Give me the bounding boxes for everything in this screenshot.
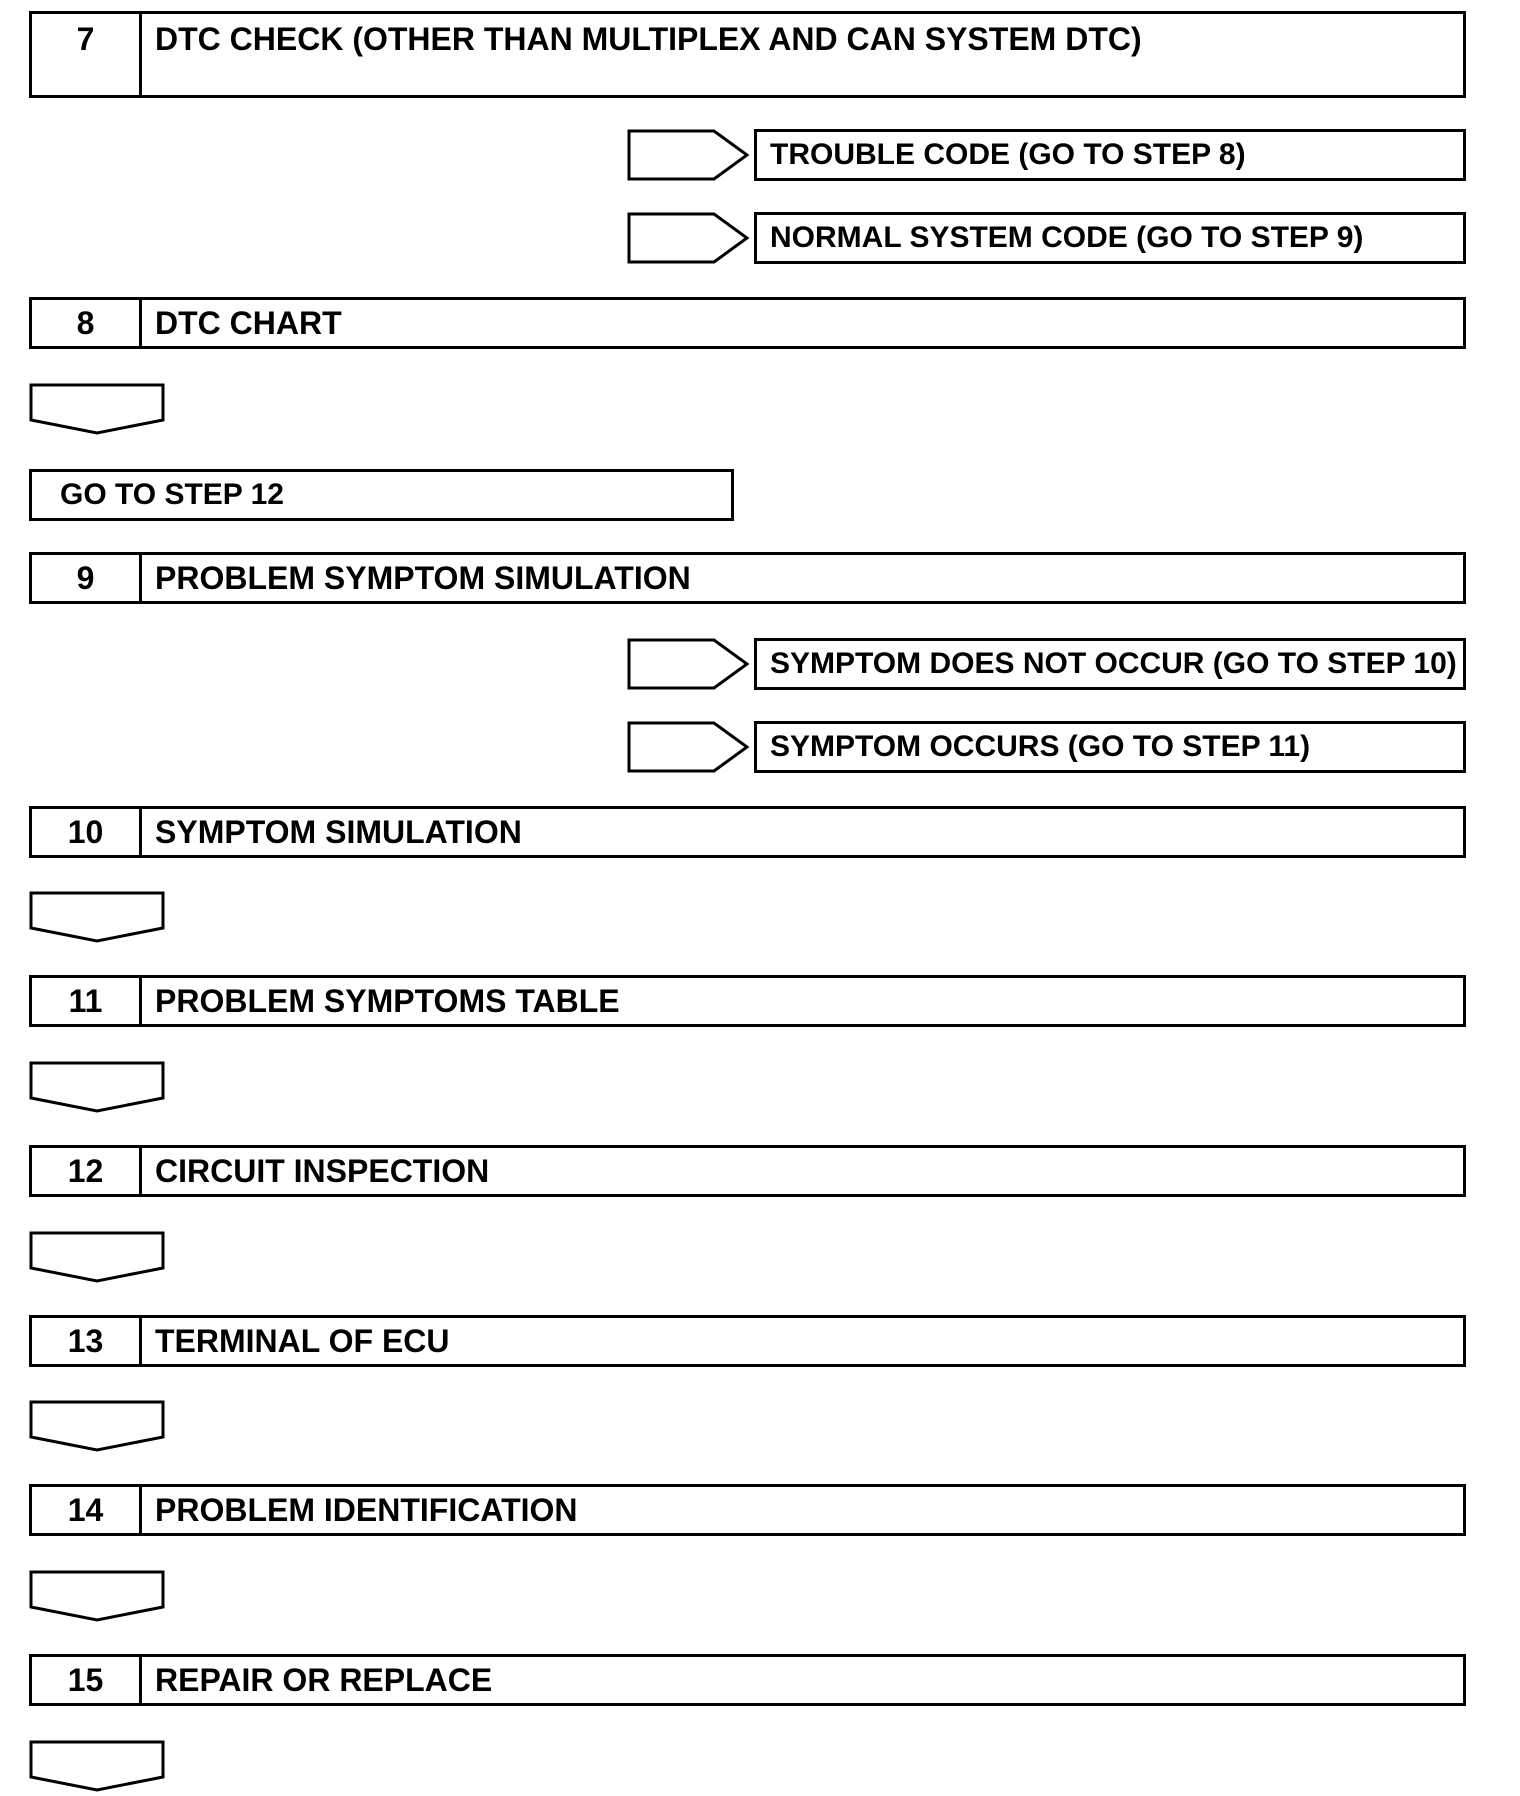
step-7-box (29, 11, 1466, 98)
step-number: 12 (32, 1148, 142, 1194)
branch-symptom-occurs: SYMPTOM OCCURS (GO TO STEP 11) (754, 721, 1466, 773)
step-11-box (29, 975, 1466, 1027)
step-number: 15 (32, 1657, 142, 1703)
down-arrow-icon (29, 1570, 165, 1622)
step-number: 13 (32, 1318, 142, 1364)
down-arrow-icon (29, 1740, 165, 1792)
branch-trouble-code: TROUBLE CODE (GO TO STEP 8) (754, 129, 1466, 181)
step-number: 8 (32, 300, 142, 346)
down-arrow-icon (29, 383, 165, 435)
step-title: TERMINAL OF ECU (155, 1322, 450, 1359)
down-arrow-icon (29, 1061, 165, 1113)
step-number: 11 (32, 978, 142, 1024)
step-title: DTC CHART (155, 304, 342, 341)
step-title: PROBLEM IDENTIFICATION (155, 1491, 578, 1528)
down-arrow-icon (29, 1400, 165, 1452)
right-arrow-icon (627, 721, 749, 773)
step-title: SYMPTOM SIMULATION (155, 813, 522, 850)
step-number: 10 (32, 809, 142, 855)
step-title: DTC CHECK (OTHER THAN MULTIPLEX AND CAN SYSTEM DTC) (155, 21, 1142, 57)
goto-step-12-box: GO TO STEP 12 (29, 469, 734, 521)
step-15-box (29, 1654, 1466, 1706)
step-14-box (29, 1484, 1466, 1536)
down-arrow-icon (29, 1231, 165, 1283)
step-9-box (29, 552, 1466, 604)
step-number: 7 (32, 14, 142, 95)
step-title: REPAIR OR REPLACE (155, 1661, 493, 1698)
step-number: 9 (32, 555, 142, 601)
step-number: 14 (32, 1487, 142, 1533)
step-12-box (29, 1145, 1466, 1197)
down-arrow-icon (29, 891, 165, 943)
step-8-box (29, 297, 1466, 349)
right-arrow-icon (627, 638, 749, 690)
branch-normal-system-code: NORMAL SYSTEM CODE (GO TO STEP 9) (754, 212, 1466, 264)
step-10-box (29, 806, 1466, 858)
step-title: CIRCUIT INSPECTION (155, 1152, 490, 1189)
right-arrow-icon (627, 212, 749, 264)
step-title: PROBLEM SYMPTOM SIMULATION (155, 559, 691, 596)
step-title: PROBLEM SYMPTOMS TABLE (155, 982, 620, 1019)
branch-symptom-does-not-occur: SYMPTOM DOES NOT OCCUR (GO TO STEP 10) (754, 638, 1466, 690)
right-arrow-icon (627, 129, 749, 181)
step-13-box (29, 1315, 1466, 1367)
